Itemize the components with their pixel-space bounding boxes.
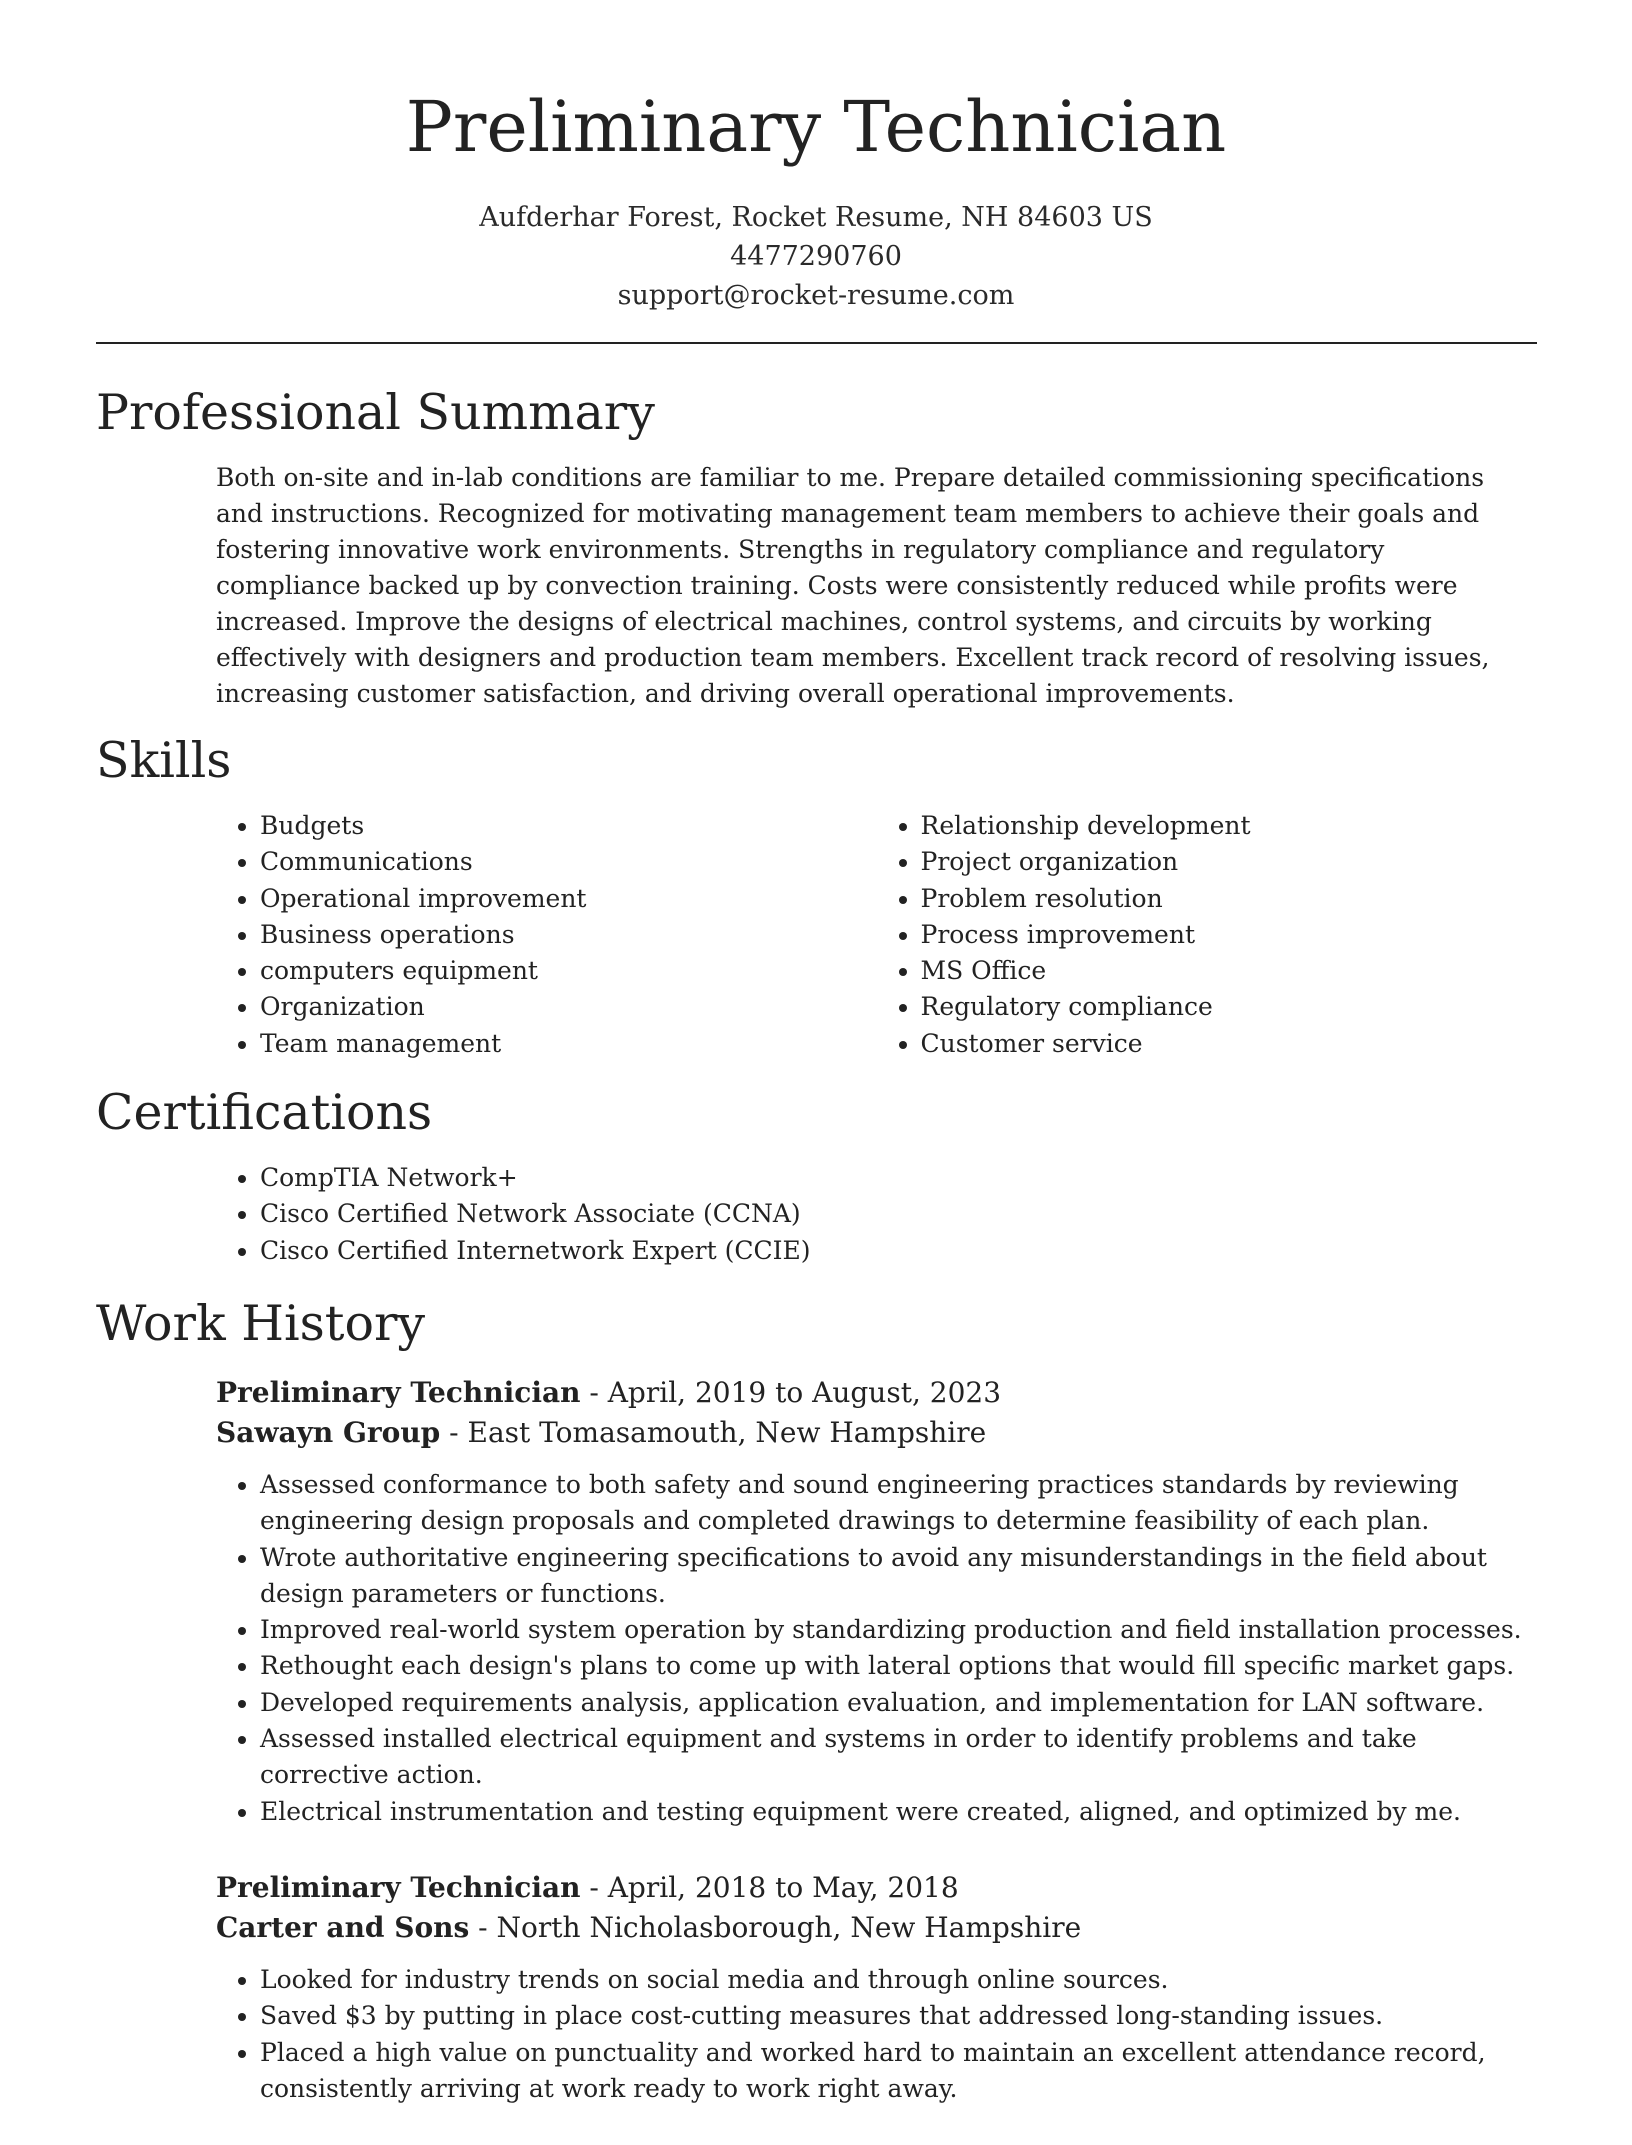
- job-title: Preliminary Technician: [216, 1375, 581, 1409]
- certification-item: • Cisco Certified Internetwork Expert (CCIE): [260, 1233, 1537, 1269]
- summary-heading: Professional Summary: [96, 384, 655, 441]
- job-title-line: [216, 1868, 1537, 1908]
- skill-item: • Communications: [260, 844, 877, 880]
- job-entry: [216, 1868, 1537, 2107]
- job-bullet: • Saved $3 by putting in place cost-cutting measures that addressed long-standing issues.: [260, 1998, 1537, 2034]
- resume-header: [0, 0, 1632, 315]
- skill-item: • Organization: [260, 989, 877, 1025]
- job-bullet: • Electrical instrumentation and testing equipment were created, aligned, and optimized by me.: [260, 1794, 1537, 1830]
- job-bullet: • Placed a high value on punctuality and worked hard to maintain an excellent attendance record, consistently arriving at work ready to work right away.: [260, 2035, 1537, 2108]
- job-company: Carter and Sons: [216, 1910, 470, 1944]
- skill-item: • computers equipment: [260, 953, 877, 989]
- skill-item: • Team management: [260, 1026, 877, 1062]
- skill-item: • Operational improvement: [260, 881, 877, 917]
- job-title: Preliminary Technician: [216, 1870, 581, 1904]
- skills-list-left: [216, 808, 877, 1062]
- skills-section: [96, 730, 1537, 1062]
- job-bullet: • Improved real-world system operation by standardizing production and field installation processes.: [260, 1612, 1537, 1648]
- summary-section: [96, 382, 1537, 712]
- job-title-line: [216, 1373, 1537, 1413]
- certifications-list: [216, 1160, 1537, 1269]
- job-bullet: • Developed requirements analysis, application evaluation, and implementation for LAN software.: [260, 1685, 1537, 1721]
- job-bullet: • Wrote authoritative engineering specifications to avoid any misunderstandings in the field about design parameters or functions.: [260, 1540, 1537, 1613]
- certification-item: • Cisco Certified Network Associate (CCNA): [260, 1196, 1537, 1232]
- job-location: - East Tomasamouth, New Hampshire: [440, 1415, 987, 1449]
- skills-list-right: [877, 808, 1538, 1062]
- job-company: Sawayn Group: [216, 1415, 441, 1449]
- skills-columns: [216, 808, 1537, 1062]
- job-bullet: • Rethought each design's plans to come up with lateral options that would fill specific market gaps.: [260, 1648, 1537, 1684]
- job-dates: - April, 2019 to August, 2023: [580, 1375, 1002, 1409]
- job-bullets: [216, 1467, 1537, 1830]
- work-history-section: [96, 1293, 1537, 2107]
- skill-item: • Business operations: [260, 917, 877, 953]
- job-location: - North Nicholasborough, New Hampshire: [469, 1910, 1082, 1944]
- skill-item: • Project organization: [921, 844, 1538, 880]
- skill-item: • Customer service: [921, 1026, 1538, 1062]
- skill-item: • Problem resolution: [921, 881, 1538, 917]
- contact-info: [0, 198, 1632, 315]
- work-history-heading: Work History: [96, 1294, 426, 1352]
- certifications-heading: Certifications: [96, 1084, 433, 1142]
- job-company-line: [216, 1413, 1537, 1453]
- skill-item: • Relationship development: [921, 808, 1538, 844]
- skill-item: • MS Office: [921, 953, 1538, 989]
- certification-item: • CompTIA Network+: [260, 1160, 1537, 1196]
- skill-item: • Budgets: [260, 808, 877, 844]
- job-entry: [216, 1373, 1537, 1830]
- skill-item: • Process improvement: [921, 917, 1538, 953]
- phone: 4477290760: [730, 241, 902, 272]
- candidate-name: Preliminary Technician: [405, 86, 1227, 168]
- job-bullet: • Looked for industry trends on social media and through online sources.: [260, 1962, 1537, 1998]
- job-bullets: [216, 1962, 1537, 2107]
- header-divider: [96, 342, 1537, 344]
- skills-heading: Skills: [96, 732, 232, 789]
- job-bullet: • Assessed conformance to both safety and sound engineering practices standards by reviewing engineering design proposals and completed drawings to determine feasibility of each plan.: [260, 1467, 1537, 1540]
- job-dates: - April, 2018 to May, 2018: [580, 1870, 959, 1904]
- job-bullet: • Assessed installed electrical equipment and systems in order to identify problems and take corrective action.: [260, 1721, 1537, 1794]
- address: Aufderhar Forest, Rocket Resume, NH 84603 US: [479, 202, 1153, 233]
- resume-body: [96, 382, 1537, 2145]
- email: support@rocket-resume.com: [617, 280, 1015, 311]
- summary-text: Both on-site and in-lab conditions are familiar to me. Prepare detailed commissioning specifications and instructions. Recognized for motivating management team members to achieve their goals and fostering innovative work environments. Strengths in regulatory compliance and regulatory compliance backed up by convection training. Costs were consistently reduced while profits were increased. Improve the designs of electrical machines, control systems, and circuits by working effectively with designers and production team members. Excellent track record of resolving issues, increasing customer satisfaction, and driving overall operational improvements.: [216, 463, 1490, 708]
- certifications-section: [96, 1082, 1537, 1269]
- job-company-line: [216, 1908, 1537, 1948]
- skill-item: • Regulatory compliance: [921, 989, 1538, 1025]
